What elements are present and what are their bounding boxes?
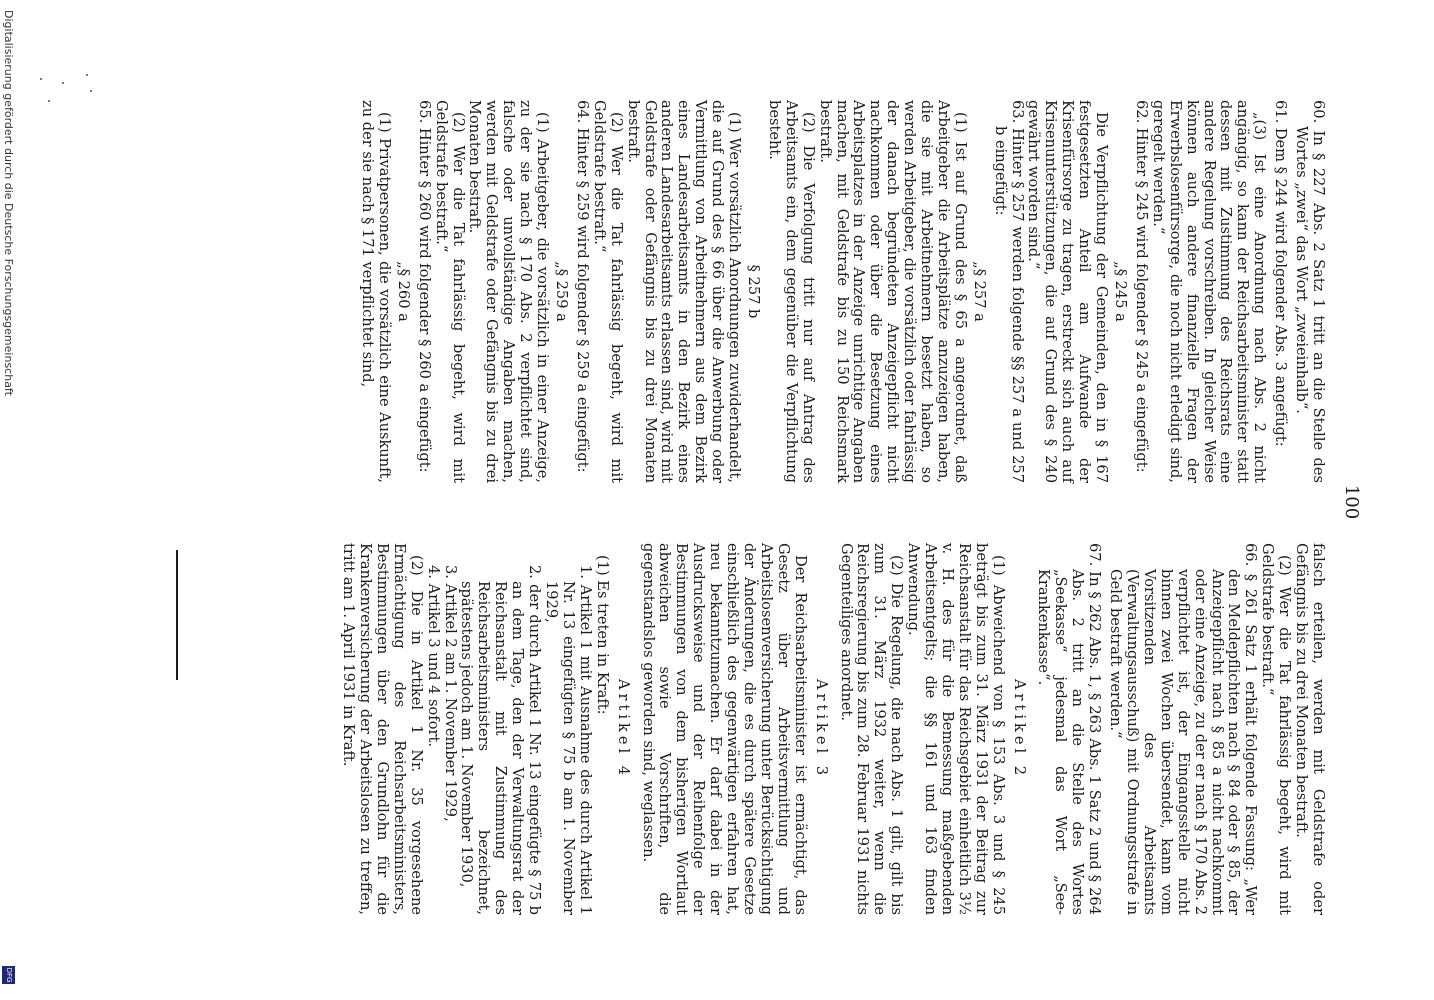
section-260a-heading: „§ 260 a <box>394 261 412 322</box>
section-259a-para-2: (2) Wer die Tat fahrlässig begeht, wird mit Geldstrafe bestraft.“ <box>432 100 467 483</box>
article-2-para-2: (2) Die Regelung, die nach Abs. 1 gilt, gilt bis zum 31. März 1932 weiter, wenn die Reichsregierung bis zum 28. Februar 1931 nichts Gegenteiliges anordnet. <box>837 543 906 915</box>
section-257b-para-1: (1) Wer vorsätzlich Anordnungen zuwiderhandelt, die auf Grund des § 66 über die Anwerbung oder Vermittlung von Arbeitnehmern aus dem Bezirk eines Landesarbeitsamts in den Bezirk eines anderen Landesarbeitsamts erlassen sind, wird mit Geldstrafe oder Gefängnis bis zu drei Monaten bestraft. <box>624 100 744 483</box>
item-61-intro: 61. Dem § 244 wird folgender Abs. 3 angefügt: <box>1272 100 1290 447</box>
item-63-intro: 63. Hinter § 257 werden folgende §§ 257 a und 257 b eingefügt: <box>991 100 1026 483</box>
section-259a-para-1: (1) Arbeitgeber, die vorsätzlich in einer Anzeige, zu der sie nach § 170 Abs. 2 verpflichtet sind, falsche oder unvollständige Angaben machen, werden mit Geldstrafe oder Gefängnis bis zu drei Monaten bestraft. <box>466 100 552 483</box>
dfg-logo-icon: DFG <box>2 966 15 984</box>
section-260a-para-2: (2) Wer die Tat fahrlässig begeht, wird mit Geldstrafe bestraft.“ <box>1259 543 1294 915</box>
item-60: 60. In § 227 Abs. 2 Satz 1 tritt an die Stelle des Wortes „zwei“ das Wort „zweieinhalb“. <box>1293 100 1327 483</box>
article-4-heading: Artikel 4 <box>614 678 632 780</box>
section-257a-heading: „§ 257 a <box>970 261 988 322</box>
article-4-para-1: (1) Es treten in Kraft: <box>593 555 611 715</box>
item-67: 67. In § 262 Abs. 1, § 263 Abs. 1 Satz 2 und § 264 Abs. 2 tritt an die Stelle des Wortes „Seekasse“ jedesmal das Wort „See-Krankenkasse“. <box>1035 543 1104 915</box>
section-260a-para-1: (1) Privatpersonen, die vorsätzlich eine Auskunft, zu der sie nach § 171 verpflichtet sind, <box>359 100 393 483</box>
article-2-heading: Artikel 2 <box>1010 678 1028 780</box>
left-column <box>358 100 1326 483</box>
section-end-rule <box>176 550 178 680</box>
right-column <box>339 543 1326 915</box>
digitization-footer <box>0 0 16 1000</box>
article-4-para-2: (2) Die in Artikel 1 Nr. 35 vorgesehene Ermächtigung des Reichsarbeitsministers, Bestimmungen über den Grundlohn für die Krankenversicherung der Arbeitslosen zu treffen, tritt am 1. April 1931 in Kraft. <box>340 543 425 915</box>
scan-specks <box>34 70 94 110</box>
item-62-text: Die Verpflichtung der Gemeinden, den in § 167 festgesetzten Anteil am Aufwande der Krisenfürsorge zu tragen, erstreckt sich auch auf Krisenunterstützungen, die auf Grund des § 240 gewährt worden sind.“ <box>1025 100 1111 483</box>
article-4-item-1: 1. Artikel 1 mit Ausnahme des durch Artikel 1 Nr. 13 eingefügten § 75 b am 1. November 1929, <box>543 565 594 915</box>
article-2-para-1: (1) Abweichend von § 153 Abs. 3 und § 245 beträgt bis zum 31. März 1931 der Beitrag zur Reichsanstalt für das Reichsgebiet einheitlich 3½ v. H. des für die Bemessung maßgebenden Arbeitsentgelts; die §§ 161 und 163 finden Anwendung. <box>905 543 1007 915</box>
section-257a-para-2: (2) Die Verfolgung tritt nur auf Antrag des Arbeitsamts ein, dem gegenüber die Verpflichtung besteht. <box>765 100 817 483</box>
item-61-text: „(3) Ist eine Anordnung nach Abs. 2 nicht angängig, so kann der Reichsarbeitsminister statt dessen mit Zustimmung des Reichsrats eine andere Regelung vorschreiben. In gleicher Weise können auch andere finanzielle Fragen der Erwerbslosenfürsorge, die noch nicht erledigt sind, geregelt werden.“ <box>1149 100 1269 483</box>
section-257b-para-2: (2) Wer die Tat fahrlässig begeht, wird mit Geldstrafe bestraft.“ <box>590 100 625 483</box>
section-259a-heading: „§ 259 a <box>553 261 571 322</box>
item-66: 66. § 261 Satz 1 erhält folgende Fassung: „Wer den Meldepflichten nach § 84 oder § 85, der Anzeigepflicht nach § 85 a nicht nachkommt oder eine Anzeige, zu der er nach § 170 Abs. 2 verpflichtet ist, der Eingangsstelle nicht binnen zwei Wochen übersendet, kann vom Vorsitzenden des Arbeitsamts (Verwaltungsausschuß) mit Ordnungsstrafe in Geld bestraft werden.“ <box>1107 543 1260 915</box>
article-4-item-4: 4. Artikel 3 und 4 sofort. <box>424 565 442 747</box>
article-4-item-2: 2. der durch Artikel 1 Nr. 13 eingefügte § 75 b an dem Tage, den der Verwaltungsrat der Reichsanstalt mit Zustimmung des Reichsarbeitsministers bezeichnet, spätestens jedoch am 1. November 1930, <box>458 565 544 915</box>
article-4-item-3: 3. Artikel 2 am 1. November 1929, <box>441 565 459 822</box>
section-257a-para-1: (1) Ist auf Grund des § 65 a angeordnet, daß Arbeitgeber die Arbeitsplätze anzuzeigen haben, die sie mit Arbeitnehmern besetzt haben, so werden Arbeitgeber, die vorsätzlich oder fahrlässig der danach begründeten Anzeigepflicht nicht nachkommen oder über die Besetzung eines Arbeitsplatzes in der Anzeige unrichtige Angaben machen, mit Geldstrafe bis zu 150 Reichsmark bestraft. <box>816 100 969 483</box>
item-64-intro: 64. Hinter § 259 wird folgender § 259 a eingefügt: <box>573 100 591 473</box>
section-245a-heading: „§ 245 a <box>1112 261 1130 322</box>
item-62-intro: 62. Hinter § 245 wird folgender § 245 a eingefügt: <box>1132 100 1150 473</box>
page-number: 100 <box>1341 484 1362 520</box>
article-3-text: Der Reichsarbeitsminister ist ermächtigt, das Gesetz über Arbeitsvermittlung und Arbeitslosenversicherung unter Berücksichtigung der Änderungen, die es durch spätere Gesetze einschließlich des gegenwärtigen erfahren hat, neu bekanntzumachen. Er darf dabei in der Ausdrucksweise und der Reihenfolge der Bestimmungen von dem bisherigen Wortlaut abweichen sowie Vorschriften, die gegenstandslos geworden sind, weglassen. <box>639 543 809 915</box>
section-257b-heading: § 257 b <box>745 264 762 319</box>
item-65-intro: 65. Hinter § 260 wird folgender § 260 a eingefügt: <box>415 100 433 473</box>
digitization-credit: Digitalisierung gefördert durch die Deutsche Forschungsgemeinschaft <box>2 10 15 396</box>
article-3-heading: Artikel 3 <box>812 678 830 780</box>
section-260a-continuation: falsch erteilen, werden mit Geldstrafe oder Gefängnis bis zu drei Monaten bestraft. <box>1293 543 1327 915</box>
